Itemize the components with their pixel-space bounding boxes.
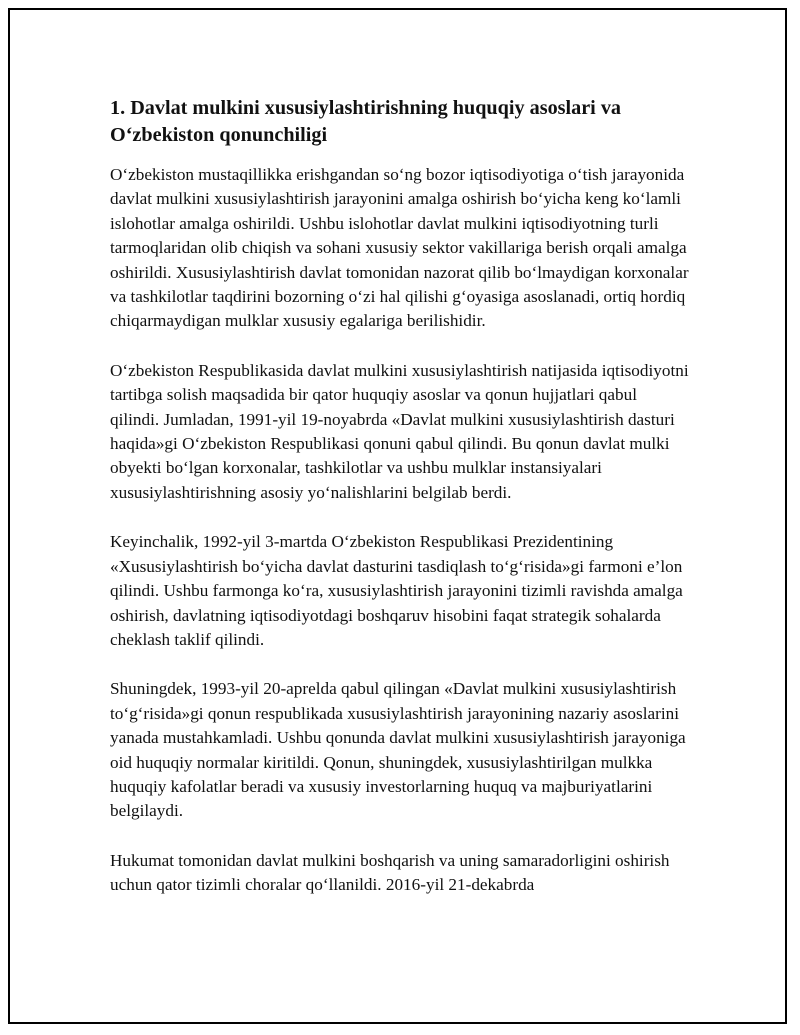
paragraph-1: O‘zbekiston mustaqillikka erishgandan so‘ng bozor iqtisodiyotiga o‘tish jarayonida davlat mulkini xususiylashtirish jarayonini amalga oshirish bo‘yicha keng ko‘lamli islohotlar amalga oshirildi. Ushbu islohotlar davlat mulkini iqtisodiyotning turli tarmoqlaridan olib chiqish va sohani xususiy sektor vakillariga berish orqali amalga oshirildi. Xususiylashtirish davlat tomonidan nazorat qilib bo‘lmaydigan korxonalar va tashkilotlar taqdirini bozorning o‘zi hal qilishi g‘oyasiga asoslanadi, ortiq hordiq chiqarmaydigan mulklar xususiy egalariga berilishidir. xyxy=(110,165,689,331)
paragraph-4: Shuningdek, 1993-yil 20-aprelda qabul qilingan «Davlat mulkini xususiylashtirish to‘g‘risida»gi qonun respublikada xususiylashtirish jarayonining nazariy asoslarini yanada mustahkamladi. Ushbu qonunda davlat mulkini xususiylashtirish jarayoniga oid huquqiy normalar kiritildi. Qonun, shuningdek, xususiylashtirilgan mulkka huquqiy kafolatlar beradi va xususiy investorlarning huquq va majburiyatlarini belgilaydi. xyxy=(110,679,686,821)
document-body xyxy=(110,95,690,923)
paragraph-5: Hukumat tomonidan davlat mulkini boshqarish va uning samaradorligini oshirish uchun qator tizimli choralar qo‘llanildi. 2016-yil 21-dekabrda xyxy=(110,850,670,895)
paragraph-2: O‘zbekiston Respublikasida davlat mulkini xususiylashtirish natijasida iqtisodiyotni tartibga solish maqsadida bir qator huquqiy asoslar va qonun hujjatlari qabul qilindi. Jumladan, 1991-yil 19-noyabrda «Davlat mulkini xususiylashtirish dasturi haqida»gi O‘zbekiston Respublikasi qonuni qabul qilindi. Bu qonun davlat mulki obyekti bo‘lgan korxonalar, tashkilotlar va ushbu mulklar instansiyalari xususiylashtirishning asosiy yo‘nalishlarini belgilab berdi. xyxy=(110,360,689,502)
section-heading: 1. Davlat mulkini xususiylashtirishning huquqiy asoslari va O‘zbekiston qonunchiligi xyxy=(110,97,622,146)
paragraph-3: Keyinchalik, 1992-yil 3-martda O‘zbekiston Respublikasi Prezidentining «Xususiylashtirish bo‘yicha davlat dasturini tasdiqlash to‘g‘risida»gi farmoni e’lon qilindi. Ushbu farmonga ko‘ra, xususiylashtirish jarayonini tizimli ravishda amalga oshirish, davlatning iqtisodiyotdagi boshqaruv hisobini faqat strategik sohalarda cheklash taklif qilindi. xyxy=(110,532,683,649)
